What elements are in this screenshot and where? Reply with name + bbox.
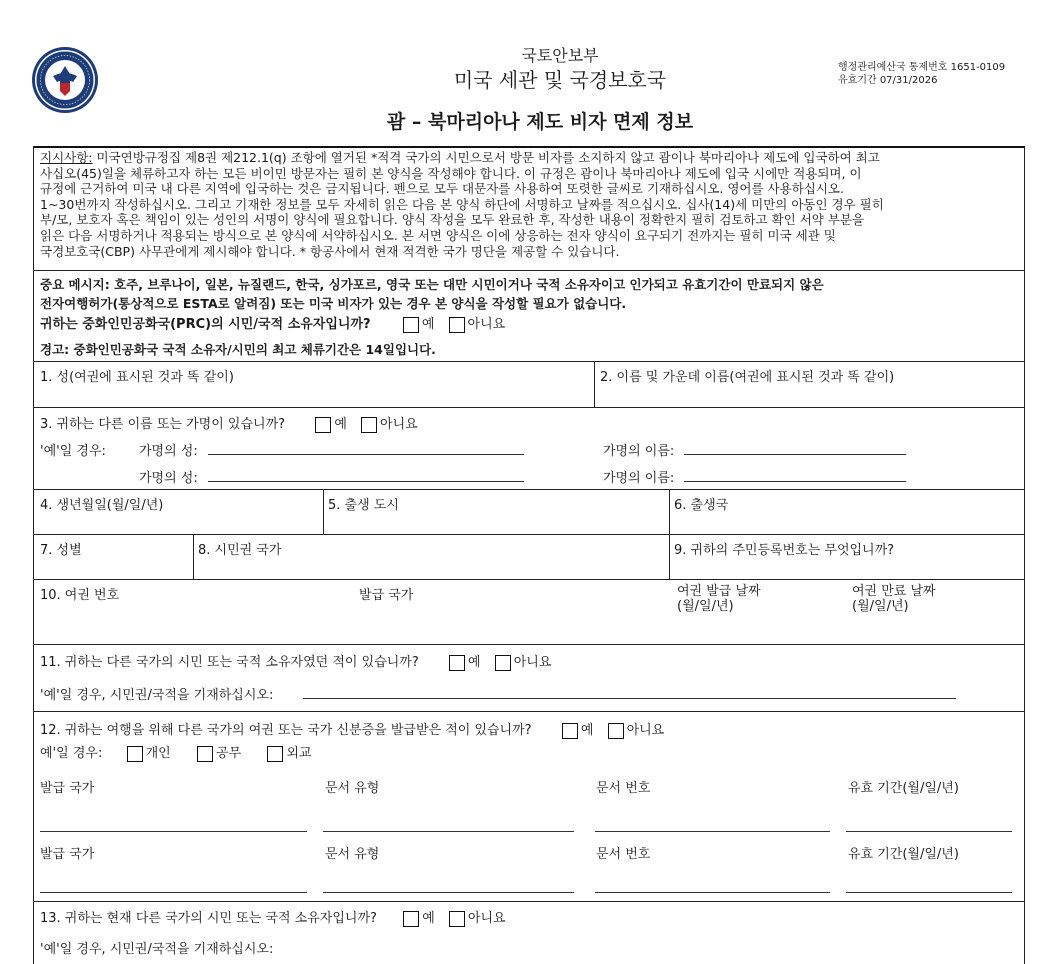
other-passport-yes-label: 예	[580, 723, 594, 738]
doc2-country-label: 발급 국가	[40, 847, 95, 862]
expiration-date: 유효기간 07/31/2026	[838, 75, 938, 86]
other-passport-no-checkbox[interactable]	[608, 723, 624, 739]
instruction-line: 규정에 근거하여 미국 내 다른 지역에 입국하는 것은 금지됩니다. 펜으로 모두 대문자를 사용하여 또렷한 글씨로 기재하십시오. 영어를 사용하십시오.	[40, 181, 844, 197]
alias-last-label: 가명의 성:	[139, 471, 198, 486]
field-11-question	[40, 651, 551, 671]
field-12-types	[40, 742, 312, 762]
doc2-validity-line[interactable]	[846, 892, 1012, 893]
instruction-line: 사십오(45)일을 체류하고자 하는 모든 비이민 방문자는 필히 본 양식을 작성해야 합니다. 이 규정은 괌이나 북마리아나 제도에 입국 시에만 적용되며, 이	[40, 165, 862, 181]
field-3-label: 3. 귀하는 다른 이름 또는 가명이 있습니까?	[40, 417, 286, 432]
important-notice-line: 중요 메시지: 호주, 브루나이, 일본, 뉴질랜드, 한국, 싱가포르, 영국 또는 대만 시민이거나 국적 소유자이고 인가되고 유효기간이 만료되지 않은	[40, 277, 824, 292]
former-citizenship-line[interactable]	[303, 698, 956, 699]
field-4-label: 4. 생년월일(월/일/년)	[40, 498, 164, 513]
instructions-block	[40, 150, 1025, 259]
field-11-detail-label: '예'일 경우, 시민권/국적을 기재하십시오:	[40, 688, 274, 703]
alias-first-line-2[interactable]	[684, 481, 906, 482]
other-passport-yes-checkbox[interactable]	[562, 723, 578, 739]
prc-yes-checkbox[interactable]	[403, 317, 419, 333]
cbp-seal-logo	[31, 46, 99, 114]
alias-first-line-1[interactable]	[684, 454, 906, 455]
alias-yes-checkbox[interactable]	[315, 417, 331, 433]
alias-first-label: 가명의 이름:	[603, 444, 675, 459]
field-6-label: 6. 출생국	[674, 498, 729, 513]
field-10-issuing-country: 발급 국가	[359, 588, 414, 603]
field-1-label: 1. 성(여권에 표시된 것과 똑 같이)	[40, 370, 234, 385]
current-citizen-no-label: 아니요	[467, 911, 506, 926]
former-citizen-yes-checkbox[interactable]	[449, 655, 465, 671]
personal-checkbox[interactable]	[127, 746, 143, 762]
field-13-label: 13. 귀하는 현재 다른 국가의 시민 또는 국적 소유자입니까?	[40, 911, 377, 926]
former-citizen-no-label: 아니요	[513, 655, 552, 670]
prc-question-text: 귀하는 중화인민공화국(PRC)의 시민/국적 소유자입니까?	[40, 317, 371, 332]
doc1-validity-line[interactable]	[846, 831, 1012, 832]
prc-no-label: 아니요	[467, 317, 506, 332]
department-name: 국토안보부	[521, 46, 599, 65]
doc1-country-label: 발급 국가	[40, 781, 95, 796]
diplomatic-label: 외교	[286, 746, 312, 761]
doc2-country-line[interactable]	[40, 892, 307, 893]
omb-control-number: 행정관리예산국 통제번호 1651-0109	[838, 62, 1006, 73]
prc-warning: 경고: 중화인민공화국 국적 소유자/시민의 최고 체류기간은 14일입니다.	[40, 342, 436, 357]
doc2-type-label: 문서 유형	[325, 847, 380, 862]
instruction-line: 읽은 다음 서명하거나 적용되는 방식으로 본 양식에 서약하십시오. 본 서면 양식은 이에 상응하는 전자 양식이 요구되기 전까지는 필히 미국 세관 및	[40, 227, 836, 243]
alias-last-label: 가명의 성:	[139, 444, 198, 459]
alias-no-label: 아니요	[380, 417, 418, 432]
personal-label: 개인	[145, 746, 171, 761]
prc-no-checkbox[interactable]	[449, 317, 465, 333]
field-3-question	[40, 413, 418, 433]
field-12-if-yes: 예'일 경우:	[40, 746, 103, 761]
field-13-question	[40, 907, 506, 927]
instruction-line: 국경보호국(CBP) 사무관에게 제시해야 합니다. * 항공사에서 현재 적격한 국가 명단을 제공할 수 있습니다.	[40, 243, 620, 259]
doc2-number-label: 문서 번호	[596, 847, 651, 862]
field-10-exp-date	[852, 584, 936, 614]
former-citizen-yes-label: 예	[468, 655, 481, 670]
exp-date-label: 여권 만료 날짜	[852, 584, 936, 599]
prc-question	[40, 313, 505, 333]
alias-last-line-1[interactable]	[208, 454, 524, 455]
doc1-type-line[interactable]	[323, 831, 574, 832]
prc-yes-label: 예	[421, 317, 435, 332]
field-12-question	[40, 719, 664, 739]
issue-date-format: (월/일/년)	[677, 599, 734, 614]
current-citizen-yes-checkbox[interactable]	[403, 911, 419, 927]
field-5-label: 5. 출생 도시	[328, 498, 399, 513]
agency-name: 미국 세관 및 국경보호국	[453, 68, 667, 92]
official-checkbox[interactable]	[197, 746, 213, 762]
field-12-label: 12. 귀하는 여행을 위해 다른 국가의 여권 또는 국가 신분증을 발급받은 적이 있습니까?	[40, 723, 532, 738]
doc2-number-line[interactable]	[595, 892, 830, 893]
field-8-label: 8. 시민권 국가	[198, 543, 282, 558]
doc1-country-line[interactable]	[40, 831, 307, 832]
important-notice-line: 전자여행허가(통상적으로 ESTA로 알려짐) 또는 미국 비자가 있는 경우 본 양식을 작성할 필요가 없습니다.	[40, 296, 627, 311]
field-10-label: 10. 여권 번호	[40, 588, 120, 603]
last-name-input[interactable]	[36, 384, 591, 404]
field-2-label: 2. 이름 및 가운데 이름(여권에 표시된 것과 똑 같이)	[600, 370, 895, 385]
form-title: 괌 – 북마리아나 제도 비자 면제 정보	[386, 111, 694, 133]
issue-date-label: 여권 발급 날짜	[677, 584, 761, 599]
doc1-number-line[interactable]	[595, 831, 830, 832]
doc2-validity-label: 유효 기간(월/일/년)	[848, 847, 959, 862]
alias-yes-label: 예	[334, 417, 347, 432]
doc1-type-label: 문서 유형	[325, 781, 380, 796]
doc2-type-line[interactable]	[323, 892, 574, 893]
field-9-label: 9. 귀하의 주민등록번호는 무엇입니까?	[674, 543, 895, 558]
instruction-line: 미국연방규정집 제8권 제212.1(q) 조항에 열거된 *적격 국가의 시민으로서 방문 비자를 소지하지 않고 괌이나 북마리아나 제도에 입국하여 최고	[92, 150, 880, 165]
instructions-label: 지시사항:	[40, 150, 93, 165]
former-citizen-no-checkbox[interactable]	[495, 655, 511, 671]
alias-last-line-2[interactable]	[208, 481, 524, 482]
official-label: 공무	[216, 746, 242, 761]
doc1-number-label: 문서 번호	[596, 781, 651, 796]
first-name-input[interactable]	[598, 384, 1020, 404]
field-13-detail-label: '예'일 경우, 시민권/국적을 기재하십시오:	[40, 942, 274, 957]
alias-first-label: 가명의 이름:	[603, 471, 675, 486]
other-passport-no-label: 아니요	[626, 723, 665, 738]
current-citizen-no-checkbox[interactable]	[449, 911, 465, 927]
alias-no-checkbox[interactable]	[361, 417, 377, 433]
current-citizen-yes-label: 예	[422, 911, 435, 926]
field-7-label: 7. 성별	[40, 543, 82, 558]
instruction-line: 부/모, 보호자 혹은 책임이 있는 성인의 서명이 양식에 필요합니다. 양식 작성을 모두 완료한 후, 작성한 내용이 정확한지 필히 검토하고 확인 서약 부분을	[40, 212, 865, 228]
exp-date-format: (월/일/년)	[852, 599, 909, 614]
diplomatic-checkbox[interactable]	[267, 746, 283, 762]
doc1-validity-label: 유효 기간(월/일/년)	[848, 781, 959, 796]
instruction-line: 1~30번까지 작성하십시오. 그리고 기재한 정보를 모두 자세히 읽은 다음 본 양식 하단에 서명하고 날짜를 적으십시오. 십사(14)세 미만의 아동인 경우 필히	[40, 196, 884, 212]
field-11-label: 11. 귀하는 다른 국가의 시민 또는 국적 소유자였던 적이 있습니까?	[40, 655, 419, 670]
field-3-if-yes: '예'일 경우:	[40, 444, 106, 459]
field-10-issue-date	[677, 584, 761, 614]
